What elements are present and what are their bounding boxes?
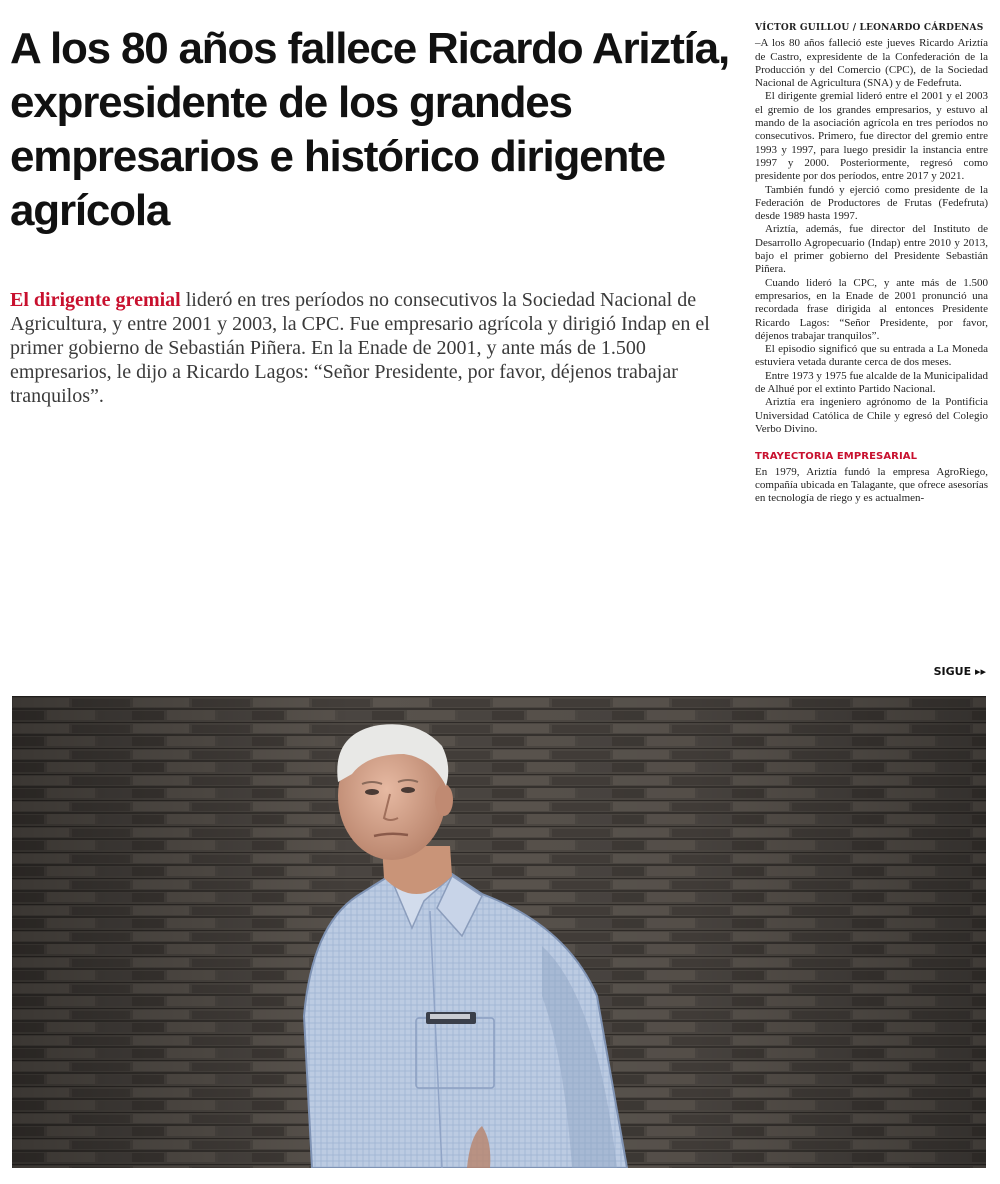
deck bbox=[10, 288, 720, 408]
body-paragraph: Cuando lideró la CPC, y ante más de 1.500 empresarios, en la Enade de 2001 pronunció una recordada frase dirigida al entonces Presidente Ricardo Lagos: “Señor Presidente, por favor, déjenos trabajar tranquilos”. bbox=[755, 276, 988, 342]
body-paragraph: El episodio significó que su entrada a La Moneda estuviera vetada durante cerca de dos meses. bbox=[755, 343, 988, 369]
body-paragraph: Ariztía era ingeniero agrónomo de la Pontificia Universidad Católica de Chile y egresó del Colegio Verbo Divino. bbox=[755, 396, 988, 435]
body-paragraph: En 1979, Ariztía fundó la empresa AgroRiego, compañía ubicada en Talagante, que ofrece asesorías en tecnología de riego y es actualmen- bbox=[755, 465, 988, 505]
deck-text: lideró en tres períodos no consecutivos la Sociedad Nacional de Agricultura, y entre 2001 y 2003, la CPC. Fue empresario agrícola y dirigió Indap en el primer gobierno de Sebastián Piñera. En la Enade de 2001, y ante más de 1.500 empresarios, le dijo a Ricardo Lagos: “Señor Presidente, por favor, déjenos trabajar tranquilos”. bbox=[10, 289, 710, 407]
body-paragraph: El dirigente gremial lideró entre el 2001 y el 2003 el gremio de los grandes empresarios, y estuvo al mando de la asociación agrícola en tres períodos no consecutivos. Primero, fue director del gremio entre 1993 y 1997, para luego presidir la instancia entre 1997 y 2000. Posteriormente, regresó como presidente por dos períodos, entre 2017 y 2021. bbox=[755, 90, 988, 183]
headline: A los 80 años fallece Ricardo Ariztía, expresidente de los grandes empresarios e histórico dirigente agrícola bbox=[10, 24, 729, 235]
continue-label[interactable]: SIGUE ▸▸ bbox=[933, 665, 986, 678]
body-paragraph: También fundó y ejerció como presidente de la Federación de Productores de Frutas (Fedefruta) desde 1989 hasta 1997. bbox=[755, 183, 988, 223]
body-paragraph: Entre 1973 y 1975 fue alcalde de la Municipalidad de Alhué por el extinto Partido Nacional. bbox=[755, 369, 988, 396]
article-body bbox=[755, 22, 988, 505]
body-paragraph: –A los 80 años falleció este jueves Ricardo Ariztía de Castro, expresidente de la Confederación de la Producción y del Comercio (CPC), de la Sociedad Nacional de Agricultura (SNA) y de Fedefruta. bbox=[755, 37, 988, 90]
byline: VÍCTOR GUILLOU / LEONARDO CÁRDENAS bbox=[755, 23, 984, 33]
body-paragraph: Ariztía, además, fue director del Instituto de Desarrollo Agropecuario (Indap) entre 2010 y 2013, bajo el primer gobierno del Presidente Sebastián Piñera. bbox=[755, 223, 988, 276]
deck-lead: El dirigente gremial bbox=[10, 289, 181, 311]
portrait-illustration bbox=[12, 696, 986, 1168]
portrait-photo bbox=[12, 696, 986, 1168]
section-subhead: TRAYECTORIA EMPRESARIAL bbox=[755, 451, 918, 463]
